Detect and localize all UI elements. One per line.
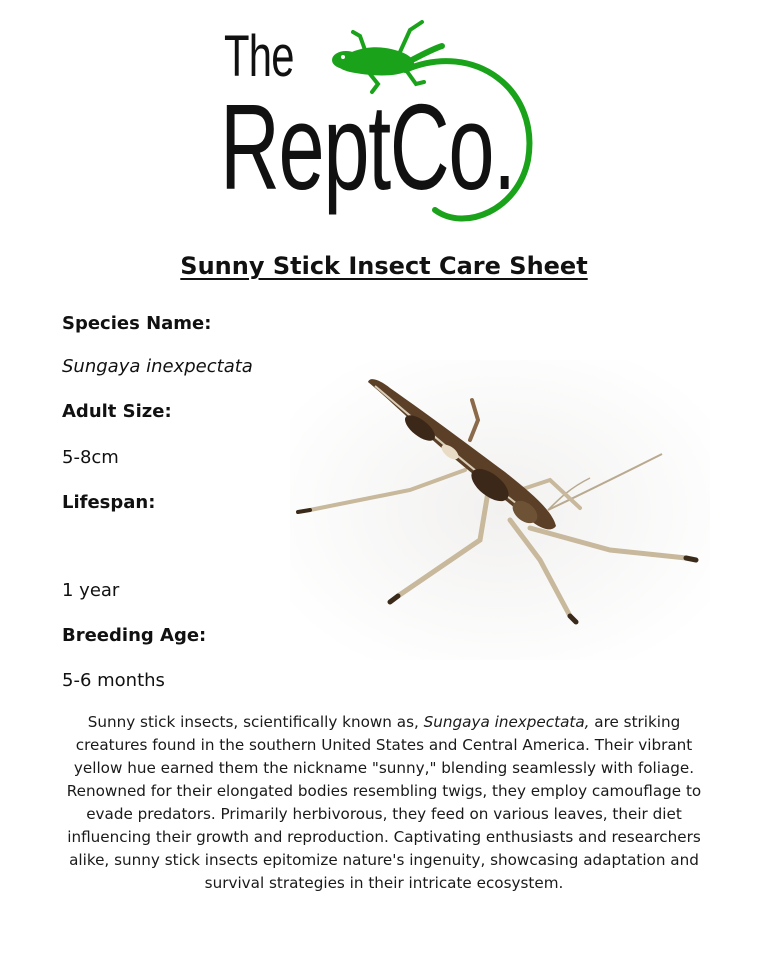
logo-line-reptco: ReptCo. xyxy=(220,79,515,215)
breeding-age-value: 5-6 months xyxy=(62,670,165,691)
stick-insect-photo xyxy=(290,360,710,660)
page-title: Sunny Stick Insect Care Sheet xyxy=(180,252,588,280)
species-value: Sungaya inexpectata xyxy=(62,356,253,377)
species-label: Species Name: xyxy=(62,313,212,334)
description-species: Sungaya inexpectata, xyxy=(423,713,590,731)
adult-size-label: Adult Size: xyxy=(62,401,172,422)
reptco-logo xyxy=(210,0,550,232)
breeding-age-label: Breeding Age: xyxy=(62,625,207,646)
adult-size-value: 5-8cm xyxy=(62,447,119,468)
lifespan-label: Lifespan: xyxy=(62,492,156,513)
logo-line-the: The xyxy=(224,24,294,89)
stick-insect-icon xyxy=(290,360,710,660)
description-text-start: Sunny stick insects, scientifically known as, xyxy=(87,713,424,731)
description-paragraph xyxy=(60,711,708,895)
lifespan-value: 1 year xyxy=(62,580,120,601)
description-text-end: are striking creatures found in the southern United States and Central America. Their vibrant yellow hue earned them the nickname "sunny," blending seamlessly with foliage. Renowned for their elongated bodies resembling twigs, they employ camouflage to evade predators. Primarily herbivorous, they feed on various leaves, their diet influencing their growth and reproduction. Captivating enthusiasts and researchers alike, sunny stick insects epitomize nature's ingenuity, showcasing adaptation and survival strategies in their intricate ecosystem. xyxy=(66,713,702,892)
